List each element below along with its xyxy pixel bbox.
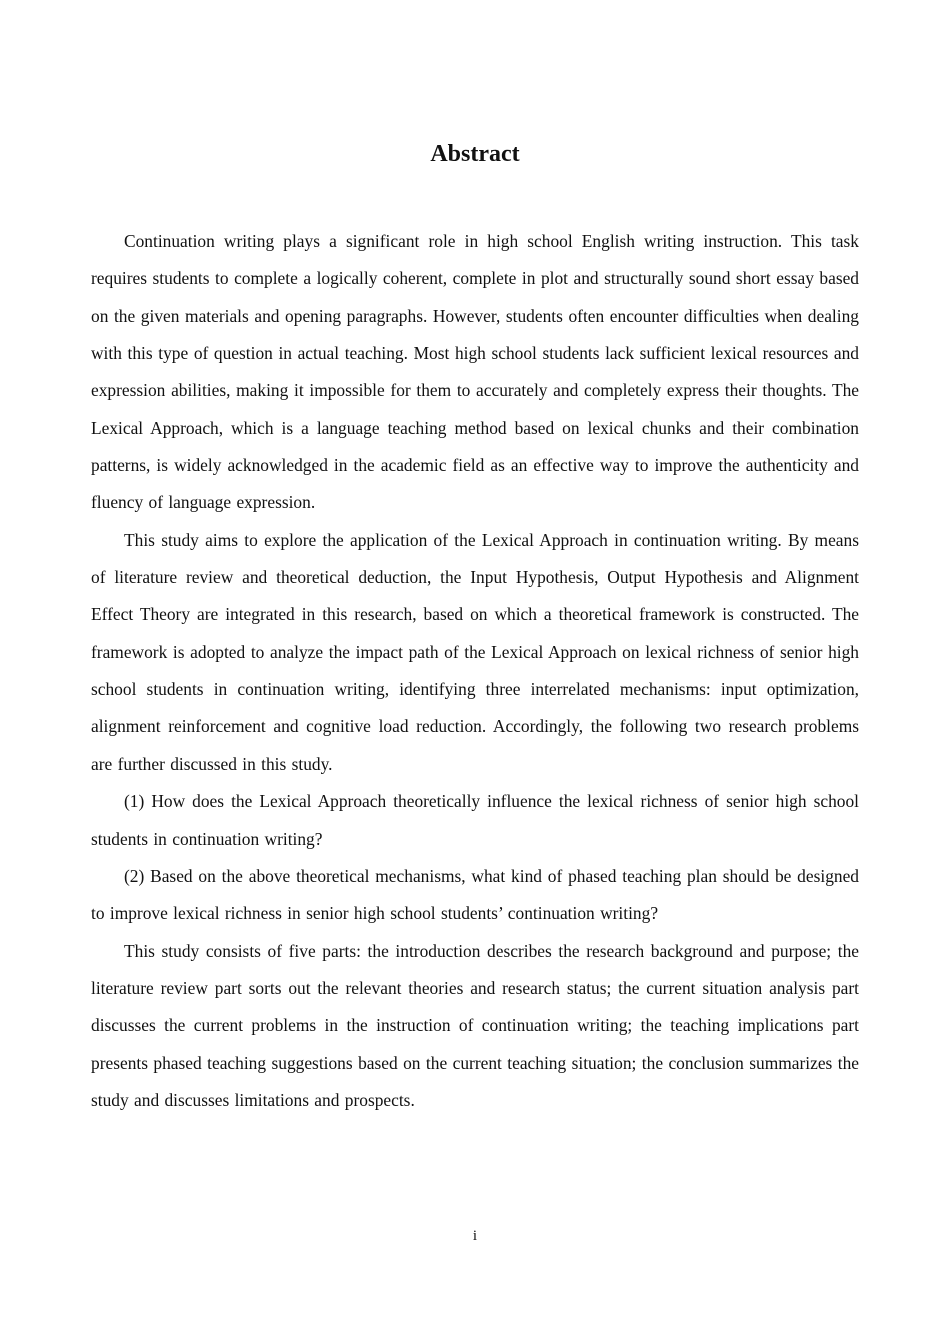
paragraph-background: Continuation writing plays a significant role in high school English writing instruction. This task requires students to complete a logically coherent, complete in plot and structurally sound short essay based on the given materials and opening paragraphs. However, students often encounter difficulties when dealing with this type of question in actual teaching. Most high school students lack sufficient lexical resources and expression abilities, making it impossible for them to accurately and completely express their thoughts. The Lexical Approach, which is a language teaching method based on lexical chunks and their combination patterns, is widely acknowledged in the academic field as an effective way to improve the authenticity and fluency of language expression. — [91, 231, 859, 513]
page-title: Abstract — [430, 141, 520, 167]
paragraph-research-question-1: (1) How does the Lexical Approach theoretically influence the lexical richness of senior high school students in continuation writing? — [91, 791, 859, 849]
abstract-body — [91, 223, 859, 1119]
page-number: i — [472, 1228, 478, 1244]
paragraph-research-question-2: (2) Based on the above theoretical mechanisms, what kind of phased teaching plan should be designed to improve lexical richness in senior high school students’ continuation writing? — [91, 865, 859, 924]
paragraph-study-aims: This study aims to explore the application of the Lexical Approach in continuation writing. By means of literature review and theoretical deduction, the Input Hypothesis, Output Hypothesis and Alignment Effect Theory are integrated in this research, based on which a theoretical framework is constructed. The framework is adopted to analyze the impact path of the Lexical Approach on lexical richness of senior high school students in continuation writing, identifying three interrelated mechanisms: input optimization, alignment reinforcement and cognitive load reduction. Accordingly, the following two research problems are further discussed in this study. — [91, 529, 859, 774]
paragraph-structure: This study consists of five parts: the introduction describes the research background and purpose; the literature review part sorts out the relevant theories and research status; the current situation analysis part discusses the current problems in the instruction of continuation writing; the teaching implications part presents phased teaching suggestions based on the current teaching situation; the conclusion summarizes the study and discusses limitations and prospects. — [91, 940, 859, 1110]
